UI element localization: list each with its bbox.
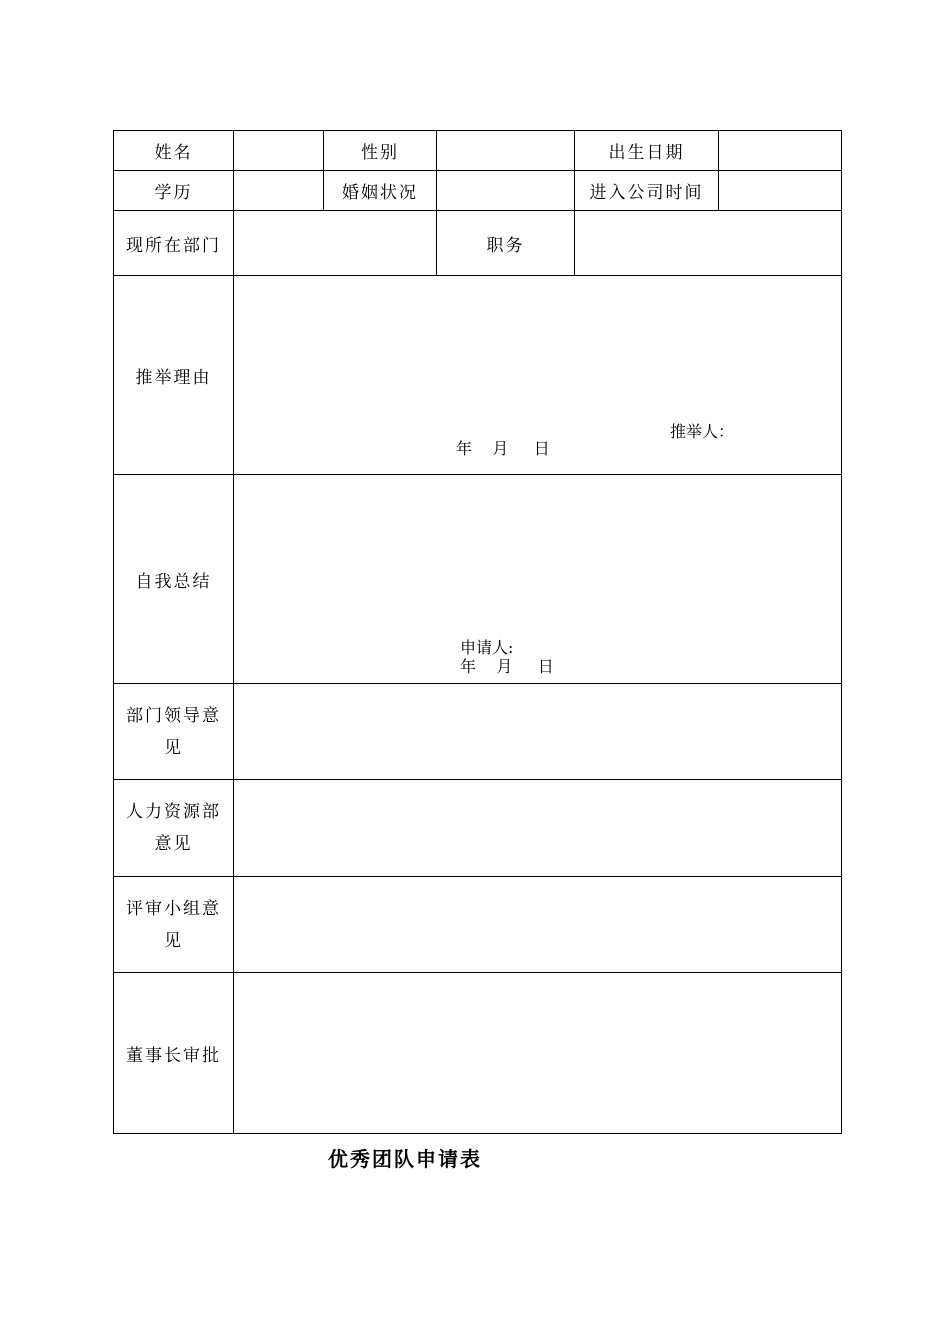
gender-label: 性别 [324,131,437,171]
applicant-label: 申请人: [460,638,514,657]
name-field[interactable] [234,131,324,171]
birth-date-field[interactable] [719,131,842,171]
dept-leader-opinion-label [114,684,234,780]
row-reason [114,276,842,475]
row-review [114,877,842,973]
reason-field[interactable] [234,276,842,475]
chairman-approval-field[interactable] [234,973,842,1134]
row-basic-info-2 [114,171,842,211]
self-summary-field[interactable] [234,475,842,684]
birth-date-label: 出生日期 [575,131,719,171]
marital-status-field[interactable] [437,171,575,211]
review-label-line2: 见 [164,930,183,951]
dept-leader-label-line1: 部门领导意 [126,705,221,726]
name-label: 姓名 [114,131,234,171]
hr-opinion-label [114,780,234,877]
row-dept-leader [114,684,842,780]
review-label-line1: 评审小组意 [126,898,221,919]
reason-label: 推举理由 [114,276,234,475]
recommender-label: 推举人： [670,422,735,441]
hr-label-line1: 人力资源部 [126,802,221,822]
hr-label-line2: 意见 [154,834,193,854]
hr-opinion-field[interactable] [234,780,842,877]
row-department [114,211,842,276]
chairman-approval-label: 董事长审批 [114,973,234,1134]
row-chairman [114,973,842,1134]
department-field[interactable] [234,211,437,276]
review-group-opinion-field[interactable] [234,877,842,973]
gender-field[interactable] [437,131,575,171]
education-label: 学历 [114,171,234,211]
form-title: 优秀团队申请表 [328,1147,482,1171]
position-field[interactable] [575,211,842,276]
dept-leader-opinion-field[interactable] [234,684,842,780]
self-summary-label: 自我总结 [114,475,234,684]
dept-leader-label-line2: 见 [164,737,183,758]
row-self-summary [114,475,842,684]
join-date-label: 进入公司时间 [575,171,719,211]
education-field[interactable] [234,171,324,211]
row-hr [114,780,842,877]
reason-date: 年 月 日 [456,439,550,458]
marital-status-label: 婚姻状况 [324,171,437,211]
join-date-field[interactable] [719,171,842,211]
application-form-table [113,130,842,1134]
summary-date: 年 月 日 [460,657,554,676]
department-label: 现所在部门 [114,211,234,276]
position-label: 职务 [437,211,575,276]
row-basic-info-1 [114,131,842,171]
review-group-opinion-label [114,877,234,973]
